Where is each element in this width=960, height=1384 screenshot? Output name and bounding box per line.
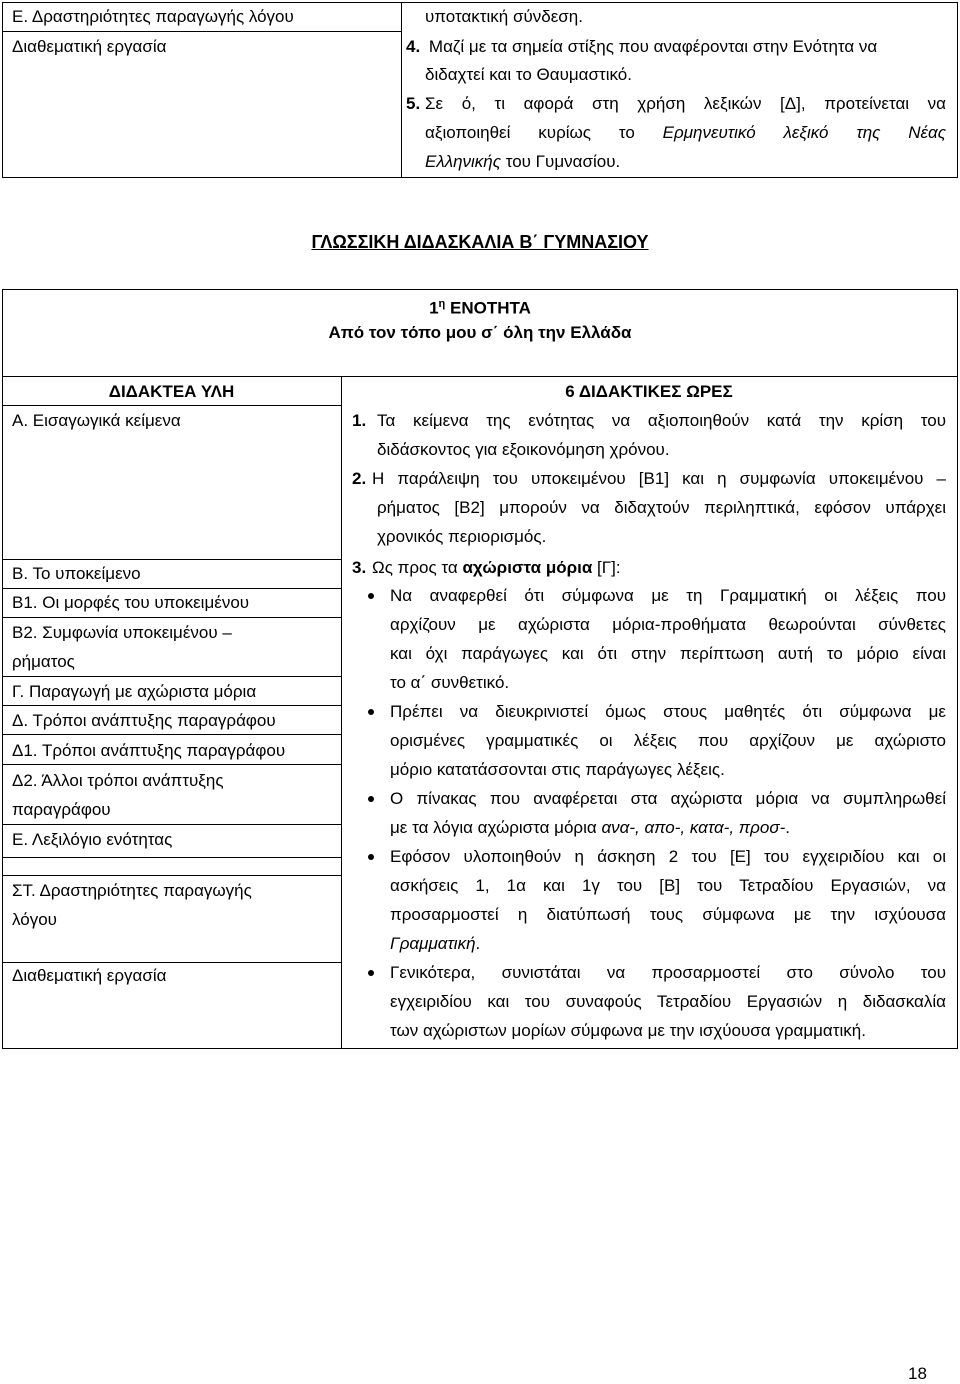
bullet4-line1: Εφόσον υλοποιηθούν η άσκηση 2 του [Ε] του εγχειριδίου και οι: [390, 847, 946, 866]
item-number: 4.: [406, 37, 421, 56]
bullet1-line4: το α΄ συνθετικό.: [390, 673, 510, 692]
bullet4-line3: προσαρμοστεί η διατύπωσή τους σύμφωνα με την ισχύουσα: [390, 905, 946, 924]
top-right-line1: υποτακτική σύνδεση.: [425, 7, 583, 26]
note-3-line1: Ως προς τα αχώριστα μόρια [Γ]:: [372, 558, 621, 577]
top-right-line6: Ελληνικής του Γυμνασίου.: [425, 152, 621, 171]
note-3-number: 3.: [352, 558, 367, 577]
bullet-icon: [368, 970, 374, 976]
note-1-number: 1.: [352, 411, 367, 430]
topic-e: Ε. Λεξιλόγιο ενότητας: [12, 830, 173, 849]
bullet2-line2: ορισμένες γραμματικές οι λέξεις που αρχίζουν με αχώριστο: [390, 731, 946, 750]
topic-b: Β. Το υποκείμενο: [12, 564, 141, 583]
bullet1-line1: Να αναφερθεί ότι σύμφωνα με τη Γραμματική οι λέξεις που: [390, 586, 946, 605]
top-left-row2: Διαθεματική εργασία: [12, 37, 167, 56]
note-2-line1: Η παράλειψη του υποκειμένου [Β1] και η συμφωνία υποκειμένου –: [372, 469, 946, 488]
bullet4-line2: ασκήσεις 1, 1α και 1γ του [Β] του Τετραδίου Εργασιών, να: [390, 876, 946, 895]
page-title: ΓΛΩΣΣΙΚΗ ΔΙΔΑΣΚΑΛΙΑ Β΄ ΓΥΜΝΑΣΙΟΥ: [311, 232, 649, 252]
note-1-line2: διδάσκοντος για εξοικονόμηση χρόνου.: [377, 440, 670, 459]
top-right-line3: διδαχτεί και το Θαυμαστικό.: [425, 65, 632, 84]
topic-st-line1: ΣΤ. Δραστηριότητες παραγωγής: [12, 881, 252, 900]
bullet2-line1: Πρέπει να διευκρινιστεί όμως στους μαθητές ότι σύμφωνα με: [390, 702, 946, 721]
topic-interdisciplinary: Διαθεματική εργασία: [12, 966, 167, 985]
bullet1-line3: και όχι παράγωγες και ότι στην περίπτωση αυτή το μόριο είναι: [390, 644, 946, 663]
top-right-item4: [406, 37, 946, 57]
topic-g: Γ. Παραγωγή με αχώριστα μόρια: [12, 682, 257, 701]
left-column-header: ΔΙΔΑΚΤΕΑ ΥΛΗ: [108, 382, 235, 401]
bullet3-line2: με τα λόγια αχώριστα μόρια ανα-, απο-, κατα-, προσ-.: [390, 818, 790, 837]
page-number: 18: [908, 1364, 927, 1383]
dictionary-title: Ερμηνευτικό λεξικό της Νέας: [662, 123, 946, 142]
unit-subtitle: Από τον τόπο μου σ΄ όλη την Ελλάδα: [328, 323, 632, 342]
topic-st-line2: λόγου: [12, 910, 57, 929]
bullet1-line2: αρχίζουν με αχώριστα μόρια-προθήματα θεωρούνται σύνθετες: [390, 615, 946, 634]
topic-b1: Β1. Οι μορφές του υποκειμένου: [12, 593, 250, 612]
bullet5-line3: των αχώριστων μορίων σύμφωνα με την ισχύουσα γραμματική.: [390, 1021, 866, 1040]
unit-number: $1^\eta$ ΕΝΟΤΗΤΑ: [429, 298, 531, 318]
topic-b2-line1: Β2. Συμφωνία υποκειμένου –: [12, 623, 232, 642]
bullet5-line2: εγχειριδίου και του συναφούς Τετραδίου Εργασιών η διδασκαλία: [390, 992, 946, 1011]
top-right-item5: [406, 94, 946, 114]
topic-d2-line1: Δ2. Άλλοι τρόποι ανάπτυξης: [12, 771, 224, 790]
topic-d: Δ. Τρόποι ανάπτυξης παραγράφου: [12, 711, 276, 730]
topic-b2-line2: ρήματος: [12, 652, 75, 671]
bullet3-line1: Ο πίνακας που αναφέρεται στα αχώριστα μόρια να συμπληρωθεί: [390, 789, 946, 808]
right-column-header: 6 ΔΙΔΑΚΤΙΚΕΣ ΩΡΕΣ: [565, 382, 733, 401]
bullet5-line1: Γενικότερα, συνιστάται να προσαρμοστεί στο σύνολο του: [390, 963, 946, 982]
note-2-line3: χρονικός περιορισμός.: [377, 527, 547, 546]
note-1-line1: Τα κείμενα της ενότητας να αξιοποιηθούν κατά την κρίση του: [377, 411, 946, 430]
top-left-row1: Ε. Δραστηριότητες παραγωγής λόγου: [12, 7, 294, 26]
bullet2-line3: μόριο κατατάσσονται στις παράγωγες λέξεις.: [390, 760, 725, 779]
bullet-icon: [368, 593, 374, 599]
item4-text: Μαζί με τα σημεία στίξης που αναφέρονται στην Ενότητα να: [428, 37, 878, 56]
top-right-line5: αξιοποιηθεί κυρίως το Ερμηνευτικό λεξικό της Νέας: [425, 123, 946, 142]
topic-d1: Δ1. Τρόποι ανάπτυξης παραγράφου: [12, 741, 286, 760]
item5-text: Σε ό, τι αφορά στη χρήση λεξικών [Δ], προτείνεται να: [425, 94, 946, 113]
bullet-icon: [368, 796, 374, 802]
bullet-icon: [368, 854, 374, 860]
bullet4-line4: Γραμματική.: [390, 934, 481, 953]
note-2-number: 2.: [352, 469, 367, 488]
topic-d2-line2: παραγράφου: [12, 800, 111, 819]
topic-a: Α. Εισαγωγικά κείμενα: [12, 411, 181, 430]
note-2-line2: ρήματος [Β2] μπορούν να διδαχτούν περιληπτικά, εφόσον υπάρχει: [377, 498, 946, 517]
item-number: 5.: [406, 94, 421, 113]
bullet-icon: [368, 709, 374, 715]
